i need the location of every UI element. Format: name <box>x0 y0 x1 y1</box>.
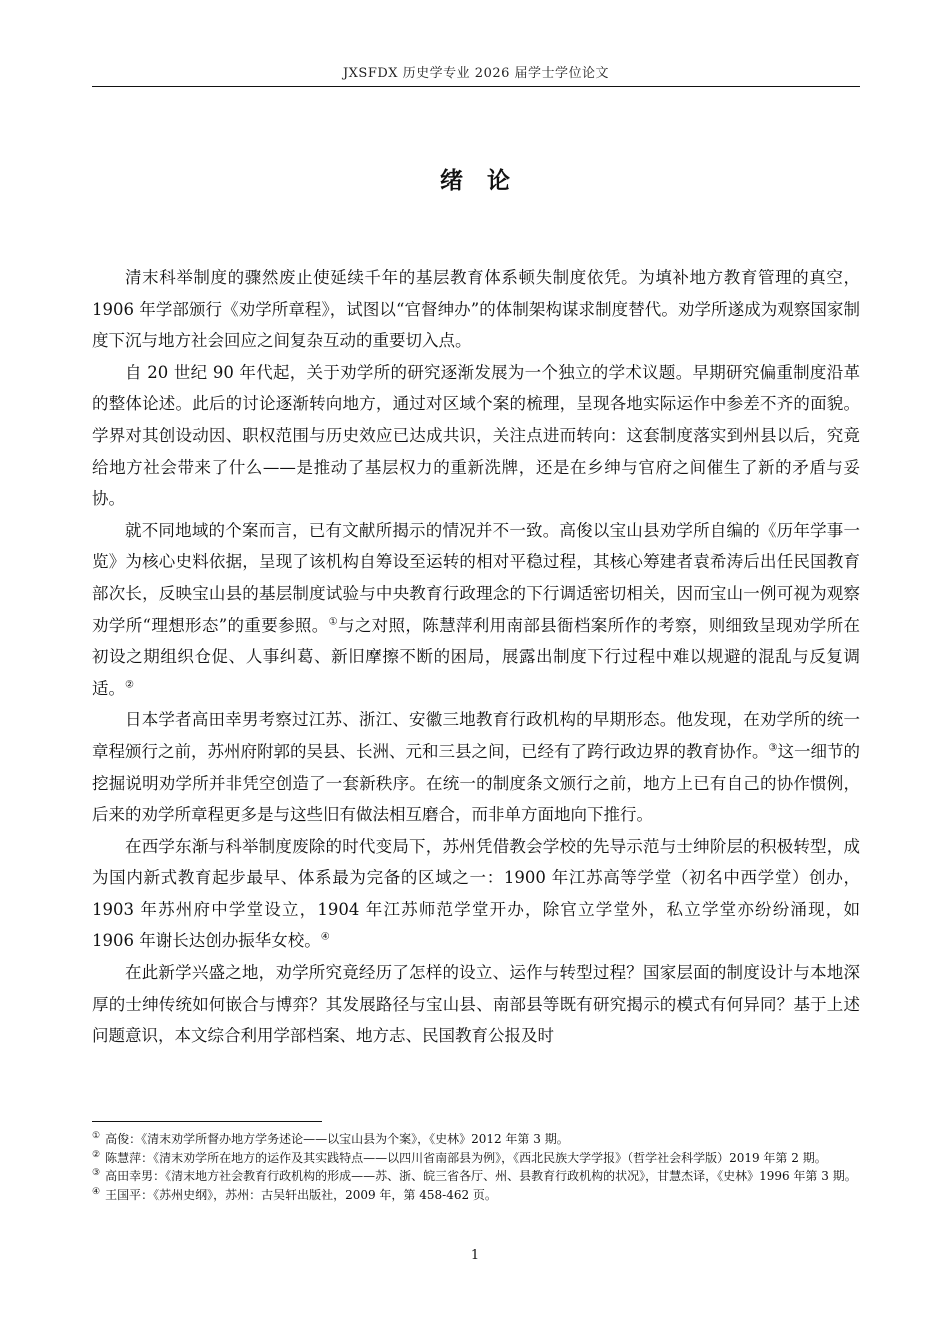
body-paragraph <box>92 357 860 515</box>
page-number: 1 <box>470 1248 480 1263</box>
paragraph-text: 这一细节的挖掘说明劝学所并非凭空创造了一套新秩序。在统一的制度条文颁行之前，地方上已有自己的协作惯例，后来的劝学所章程更多是与这些旧有做法相互磨合，而非单方面地向下推行。 <box>92 741 861 825</box>
footnote <box>92 1130 860 1149</box>
footnote-text: 高田幸男：《清末地方社会教育行政机构的形成——苏、浙、皖三省各厅、州、县教育行政机构的状况》，甘慧杰译，《史林》1996 年第 3 期。 <box>105 1169 857 1183</box>
header-rule <box>92 86 860 87</box>
paragraph-text: 就不同地域的个案而言，已有文献所揭示的情况并不一致。高俊以宝山县劝学所自编的《历年学事一览》为核心史料依据，呈现了该机构自筹设至运转的相对平稳过程，其核心筹建者袁希涛后出任民国教育部次长，反映宝山县的基层制度试验与中央教育行政理念的下行调适密切相关，因而宝山一例可视为观察劝学所“理想形态”的重要参照。 <box>92 520 860 635</box>
body-paragraph <box>92 831 860 957</box>
footnote-reference[interactable]: ③ <box>768 742 778 754</box>
paragraph-text: 日本学者高田幸男考察过江苏、浙江、安徽三地教育行政机构的早期形态。他发现，在劝学所的统一章程颁行之前，苏州府附郭的吴县、长洲、元和三县之间，已经有了跨行政边界的教育协作。 <box>92 710 860 761</box>
footnote-reference[interactable]: ① <box>328 616 338 628</box>
body-text <box>92 262 860 1052</box>
footnote-mark: ③ <box>92 1168 101 1178</box>
paragraph-text: 在西学东渐与科举制度废除的时代变局下，苏州凭借教会学校的先导示范与士绅阶层的积极转型，成为国内新式教育起步最早、体系最为完备的区域之一：1900 年江苏高等学堂（初名中西学堂）创办，1903 年苏州府中学堂设立，1904 年江苏师范学堂开办，除官立学堂外，私立学堂亦纷纷涌现，如 1906 年谢长达创办振华女校。 <box>92 836 860 951</box>
body-paragraph <box>92 262 860 357</box>
paragraph-text: 自 20 世纪 90 年代起，关于劝学所的研究逐渐发展为一个独立的学术议题。早期研究偏重制度沿革的整体论述。此后的讨论逐渐转向地方，通过对区域个案的梳理，呈现各地实际运作中参差不齐的面貌。学界对其创设动因、职权范围与历史效应已达成共识，关注点进而转向：这套制度落实到州县以后，究竟给地方社会带来了什么——是推动了基层权力的重新洗牌，还是在乡绅与官府之间催生了新的矛盾与妥协。 <box>92 362 860 509</box>
footnote-text: 王国平：《苏州史纲》，苏州：古吴轩出版社，2009 年，第 458-462 页。 <box>105 1187 497 1202</box>
chapter-title: 绪论 <box>440 168 534 194</box>
footnote-mark: ② <box>92 1149 101 1160</box>
footnote-text: 陈慧萍：《清末劝学所在地方的运作及其实践特点——以四川省南部县为例》，《西北民族大学学报》（哲学社会科学版）2019 年第 2 期。 <box>105 1150 827 1165</box>
paragraph-text: 清末科举制度的骤然废止使延续千年的基层教育体系顿失制度依凭。为填补地方教育管理的真空，1906 年学部颁行《劝学所章程》，试图以“官督绅办”的体制架构谋求制度替代。劝学所遂成为观察国家制度下沉与地方社会回应之间复杂互动的重要切入点。 <box>92 268 860 351</box>
body-paragraph <box>92 957 860 1052</box>
footnote-reference[interactable]: ② <box>125 679 134 691</box>
footnotes <box>92 1130 860 1204</box>
footnote-separator <box>92 1121 322 1122</box>
footnote <box>92 1186 860 1205</box>
footnote <box>92 1167 860 1186</box>
paragraph-text: 在此新学兴盛之地，劝学所究竟经历了怎样的设立、运作与转型过程？国家层面的制度设计与本地深厚的士绅传统如何嵌合与博弈？其发展路径与宝山县、南部县等既有研究揭示的模式有何异同？基于上述问题意识，本文综合利用学部档案、地方志、民国教育公报及时 <box>92 963 860 1046</box>
footnote-reference[interactable]: ④ <box>320 931 330 943</box>
footnote <box>92 1149 860 1168</box>
footnote-mark: ④ <box>92 1186 101 1197</box>
body-paragraph <box>92 515 860 705</box>
running-header: JXSFDX 历史学专业 2026 届学士学位论文 <box>342 66 610 81</box>
paragraph-text: 与之对照，陈慧萍利用南部县衙档案所作的考察，则细致呈现劝学所在初设之期组织仓促、人事纠葛、新旧摩擦不断的困局，展露出制度下行过程中难以规避的混乱与反复调适。 <box>92 615 861 698</box>
footnote-text: 高俊：《清末劝学所督办地方学务述论——以宝山县为个案》，《史林》2012 年第 3 期。 <box>105 1132 569 1146</box>
footnote-mark: ① <box>92 1131 101 1141</box>
body-paragraph <box>92 704 860 830</box>
